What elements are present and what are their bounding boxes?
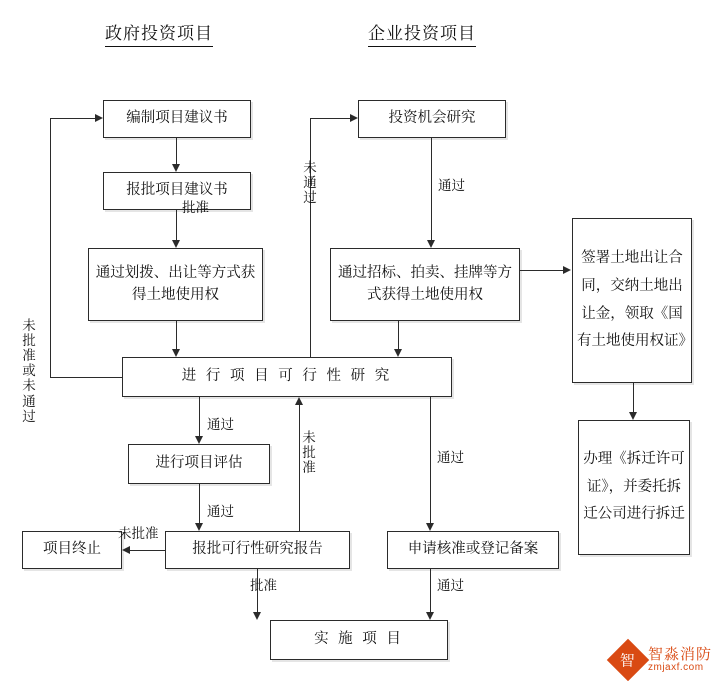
watermark-subtitle: zmjaxf.com bbox=[647, 661, 704, 673]
arrowhead-opportunity-to-land bbox=[427, 240, 435, 248]
node-prepare-project-proposal[interactable]: 编制项目建议书 bbox=[103, 100, 251, 138]
connector-opportunity-to-land bbox=[431, 138, 432, 240]
node-investment-opportunity-study[interactable]: 投资机会研究 bbox=[358, 100, 506, 138]
arrowhead-report-to-implement bbox=[253, 612, 261, 620]
watermark-text bbox=[648, 647, 712, 673]
connector-loop-left-horizontal bbox=[50, 377, 122, 378]
edge-label-not-approved-1: 未批准 bbox=[118, 526, 159, 541]
node-feasibility-study[interactable]: 进 行 项 目 可 行 性 研 究 bbox=[122, 357, 452, 397]
arrowhead-report-back-to-feasibility bbox=[295, 397, 303, 405]
arrowhead-loop-to-proposal bbox=[95, 114, 103, 122]
arrowhead-report-to-terminate bbox=[122, 546, 130, 554]
edge-label-not-approved-2: 未批准 bbox=[302, 430, 316, 476]
watermark-logo-char: 智 bbox=[620, 653, 636, 670]
arrowhead-land-bid-to-feasibility bbox=[394, 349, 402, 357]
arrowhead-feasibility-to-apply bbox=[426, 523, 434, 531]
node-obtain-land-use-right-allocation[interactable]: 通过划拨、出让等方式获得土地使用权 bbox=[88, 248, 263, 321]
watermark-logo-icon bbox=[607, 639, 649, 681]
edge-label-not-passed: 未通过 bbox=[303, 160, 317, 206]
column-header-enterprise: 企业投资项目 bbox=[368, 19, 476, 47]
connector-contract-to-demolition bbox=[633, 383, 634, 412]
arrowhead-land-to-feasibility bbox=[172, 349, 180, 357]
node-implement-project[interactable]: 实 施 项 目 bbox=[270, 620, 448, 660]
node-submit-project-proposal[interactable]: 报批项目建议书 bbox=[103, 172, 251, 210]
arrowhead-feasibility-to-evaluation bbox=[195, 436, 203, 444]
connector-feasibility-to-evaluation bbox=[199, 397, 200, 436]
connector-land-bid-to-contract bbox=[520, 270, 563, 271]
edge-label-pass-3: 通过 bbox=[438, 178, 465, 193]
edge-label-pass-1: 通过 bbox=[207, 417, 234, 432]
connector-report-back-to-feasibility bbox=[299, 405, 300, 531]
connector-land-to-feasibility bbox=[176, 321, 177, 349]
connector-fail-back-top bbox=[310, 118, 350, 119]
connector-loop-left-top bbox=[50, 118, 95, 119]
node-apply-approval-or-registration[interactable]: 申请核准或登记备案 bbox=[387, 531, 559, 569]
arrowhead-fail-back-to-opportunity bbox=[350, 114, 358, 122]
watermark bbox=[613, 645, 712, 675]
watermark-title: 智淼消防 bbox=[647, 645, 712, 663]
connector-apply-to-implement bbox=[430, 569, 431, 612]
edge-label-approve-2: 批准 bbox=[250, 578, 277, 593]
connector-proposal-to-submit bbox=[176, 138, 177, 164]
arrowhead-contract-to-demolition bbox=[629, 412, 637, 420]
arrowhead-evaluation-to-report bbox=[195, 523, 203, 531]
node-project-terminated[interactable]: 项目终止 bbox=[22, 531, 122, 569]
connector-loop-left-vertical bbox=[50, 118, 51, 378]
arrowhead-apply-to-implement bbox=[426, 612, 434, 620]
connector-submit-to-land bbox=[176, 210, 177, 240]
edge-label-not-approved-or-failed: 未批准或未通过 bbox=[22, 318, 36, 424]
arrowhead-proposal-to-submit bbox=[172, 164, 180, 172]
node-demolition-permit[interactable]: 办理《拆迁许可证》，并委托拆迁公司进行拆迁 bbox=[578, 420, 690, 555]
edge-label-pass-2: 通过 bbox=[207, 504, 234, 519]
node-submit-feasibility-report[interactable]: 报批可行性研究报告 bbox=[165, 531, 350, 569]
node-obtain-land-use-right-bidding[interactable]: 通过招标、拍卖、挂牌等方式获得土地使用权 bbox=[330, 248, 520, 321]
connector-report-to-terminate bbox=[130, 550, 165, 551]
column-header-government: 政府投资项目 bbox=[105, 19, 213, 47]
node-sign-land-transfer-contract[interactable]: 签署土地出让合同，交纳土地出让金，领取《国有土地使用权证》 bbox=[572, 218, 692, 383]
node-project-evaluation[interactable]: 进行项目评估 bbox=[128, 444, 270, 484]
connector-evaluation-to-report bbox=[199, 484, 200, 523]
connector-land-bid-to-feasibility bbox=[398, 321, 399, 349]
edge-label-approve-1: 批准 bbox=[182, 200, 209, 215]
edge-label-pass-5: 通过 bbox=[437, 578, 464, 593]
connector-feasibility-to-apply bbox=[430, 397, 431, 523]
edge-label-pass-4: 通过 bbox=[437, 450, 464, 465]
connector-fail-back-to-opportunity bbox=[310, 118, 311, 358]
arrowhead-submit-to-land bbox=[172, 240, 180, 248]
arrowhead-land-bid-to-contract bbox=[563, 266, 571, 274]
